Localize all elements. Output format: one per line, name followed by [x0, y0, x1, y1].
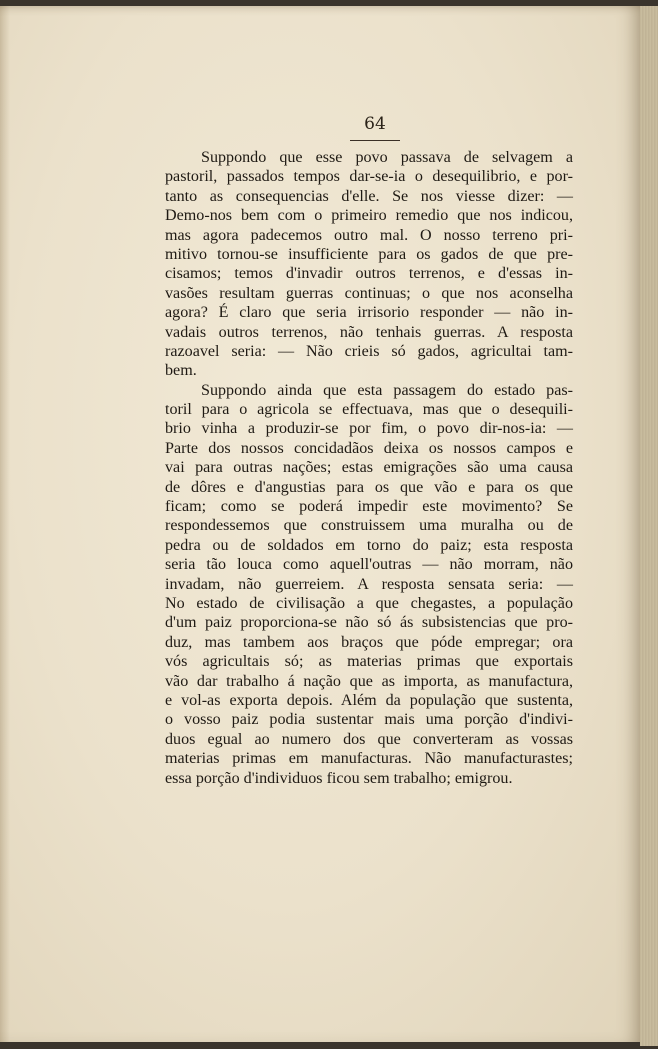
text-line: Parte dos nossos concidadãos deixa os nossos campos e	[165, 439, 573, 457]
text-line: vasões resultam guerras continuas; o que nos aconselha	[165, 284, 573, 302]
text-line: o vosso paiz podia sustentar mais uma porção d'indivi-	[165, 711, 573, 729]
text-line: toril para o agricola se effectuava, mas que o desequili-	[165, 401, 573, 419]
text-line: pedra ou de soldados em torno do paiz; esta resposta	[165, 536, 573, 554]
text-line: essa porção d'individuos ficou sem trabalho; emigrou.	[165, 769, 513, 787]
text-line: e vol-as exporta depois. Além da população que sustenta,	[165, 691, 573, 709]
text-line: No estado de civilisação a que chegastes, a população	[165, 594, 573, 612]
text-line: vai para outras nações; estas emigrações são uma causa	[165, 459, 573, 477]
text-line: vós agricultais só; as materias primas que exportais	[165, 653, 573, 671]
text-line: mitivo tornou-se insufficiente para os gados de que pre-	[165, 245, 573, 263]
text-line: agora? É claro que seria irrisorio responder — não in-	[165, 304, 573, 322]
text-line: razoavel seria: — Não crieis só gados, agricultai tam-	[165, 342, 573, 360]
page-number: 64	[364, 114, 386, 134]
text-line: cisamos; temos d'invadir outros terrenos, e d'essas in-	[165, 265, 573, 283]
gutter-shadow	[0, 6, 10, 1042]
text-line: invadam, não guerreiem. A resposta sensata seria: —	[165, 575, 573, 593]
text-line: duos egual ao numero dos que converteram as vossas	[165, 730, 573, 748]
text-line: seria tão louca como aquell'outras — não morram, não	[165, 556, 573, 574]
text-line: ficam; como se poderá impedir este movimento? Se	[165, 498, 573, 516]
header-rule	[350, 140, 400, 141]
text-line: tanto as consequencias d'elle. Se nos viesse dizer: —	[165, 187, 573, 205]
text-line: mas agora padecemos outro mal. O nosso terreno pri-	[165, 226, 573, 244]
body-text	[165, 148, 573, 788]
text-line: vadais outros terrenos, não tenhais guerras. A resposta	[165, 323, 573, 341]
text-line: vão dar trabalho á nação que as importa, as manufactura,	[165, 672, 573, 690]
text-line: bem.	[165, 362, 197, 380]
text-line: duz, mas tambem aos braços que póde empregar; ora	[165, 633, 573, 651]
text-line: pastoril, passados tempos dar-se-ia o desequilibrio, e por-	[165, 168, 573, 186]
text-line: Suppondo que esse povo passava de selvagem a	[201, 149, 573, 166]
page-edge-stack	[640, 6, 658, 1046]
paragraph	[165, 381, 573, 788]
text-line: d'um paiz proporciona-se não só ás subsistencias que pro-	[165, 614, 573, 632]
text-line: brio vinha a produzir-se por fim, o povo dir-nos-ia: —	[165, 420, 573, 438]
text-line: Suppondo ainda que esta passagem do estado pas-	[201, 381, 573, 399]
text-line: Demo-nos bem com o primeiro remedio que nos indicou,	[165, 207, 573, 225]
paragraph	[165, 148, 573, 381]
text-line: materias primas em manufacturas. Não manufacturastes;	[165, 750, 573, 768]
text-line: de dôres e d'angustias para os que vão e para os que	[165, 478, 573, 496]
text-line: respondessemos que construissem uma muralha ou de	[165, 517, 573, 535]
